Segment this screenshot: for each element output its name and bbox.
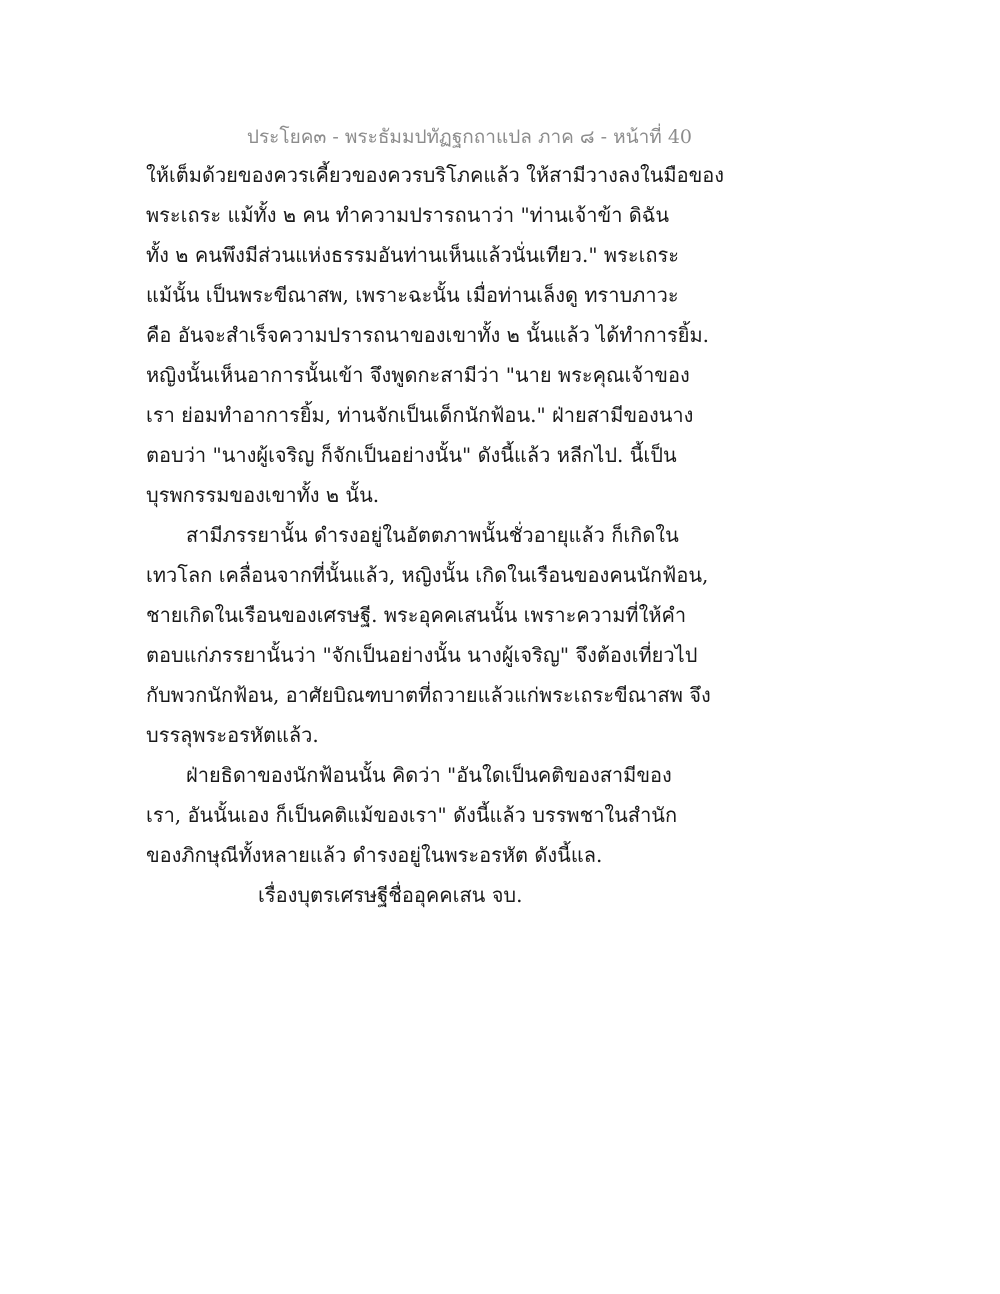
text-line: คือ อันจะสำเร็จความปรารถนาของเขาทั้ง ๒ นั้นแล้ว ได้ทำการยิ้ม. bbox=[146, 323, 709, 347]
text-line: บุรพกรรมของเขาทั้ง ๒ นั้น. bbox=[146, 483, 380, 507]
text-line: กับพวกนักฟ้อน, อาศัยบิณฑบาตที่ถวายแล้วแก่พระเถระขีณาสพ จึง bbox=[146, 683, 711, 707]
text-line: ตอบว่า "นางผู้เจริญ ก็จักเป็นอย่างนั้น" ดังนี้แล้ว หลีกไป. นี้เป็น bbox=[146, 443, 677, 467]
text-line: ให้เต็มด้วยของควรเคี้ยวของควรบริโภคแล้ว ให้สามีวางลงในมือของ bbox=[146, 163, 725, 187]
text-line: หญิงนั้นเห็นอาการนั้นเข้า จึงพูดกะสามีว่า "นาย พระคุณเจ้าของ bbox=[146, 363, 690, 387]
text-line: เทวโลก เคลื่อนจากที่นั้นแล้ว, หญิงนั้น เกิดในเรือนของคนนักฟ้อน, bbox=[146, 563, 709, 587]
text-line: พระเถระ แม้ทั้ง ๒ คน ทำความปรารถนาว่า "ท่านเจ้าข้า ดิฉัน bbox=[146, 203, 670, 227]
text-line: ตอบแก่ภรรยานั้นว่า "จักเป็นอย่างนั้น นางผู้เจริญ" จึงต้องเที่ยวไป bbox=[146, 643, 698, 667]
closing-line: เรื่องบุตรเศรษฐีชื่ออุคคเสน จบ. bbox=[258, 883, 523, 907]
paragraph-start-line: ฝ่ายธิดาของนักฟ้อนนั้น คิดว่า "อันใดเป็นคติของสามีของ bbox=[186, 763, 672, 787]
text-line: ทั้ง ๒ คนพึงมีส่วนแห่งธรรมอันท่านเห็นแล้วนั่นเทียว." พระเถระ bbox=[146, 243, 680, 267]
text-line: เรา ย่อมทำอาการยิ้ม, ท่านจักเป็นเด็กนักฟ้อน." ฝ่ายสามีของนาง bbox=[146, 403, 694, 427]
text-line: แม้นั้น เป็นพระขีณาสพ, เพราะฉะนั้น เมื่อท่านเล็งดู ทราบภาวะ bbox=[146, 283, 679, 307]
paragraph-start-line: สามีภรรยานั้น ดำรงอยู่ในอัตตภาพนั้นชั่วอายุแล้ว ก็เกิดใน bbox=[186, 523, 679, 547]
page-header: ประโยค๓ - พระธัมมปทัฏฐกถาแปล ภาค ๘ - หน้าที่ 40 bbox=[246, 126, 692, 148]
text-line: บรรลุพระอรหัตแล้ว. bbox=[146, 723, 319, 747]
text-line: ของภิกษุณีทั้งหลายแล้ว ดำรงอยู่ในพระอรหัต ดังนี้แล. bbox=[146, 843, 603, 867]
text-line: เรา, อันนั้นเอง ก็เป็นคติแม้ของเรา" ดังนี้แล้ว บรรพชาในสำนัก bbox=[146, 803, 678, 827]
body-text bbox=[146, 155, 746, 915]
text-line: ชายเกิดในเรือนของเศรษฐี. พระอุคคเสนนั้น เพราะความที่ให้คำ bbox=[146, 603, 687, 627]
